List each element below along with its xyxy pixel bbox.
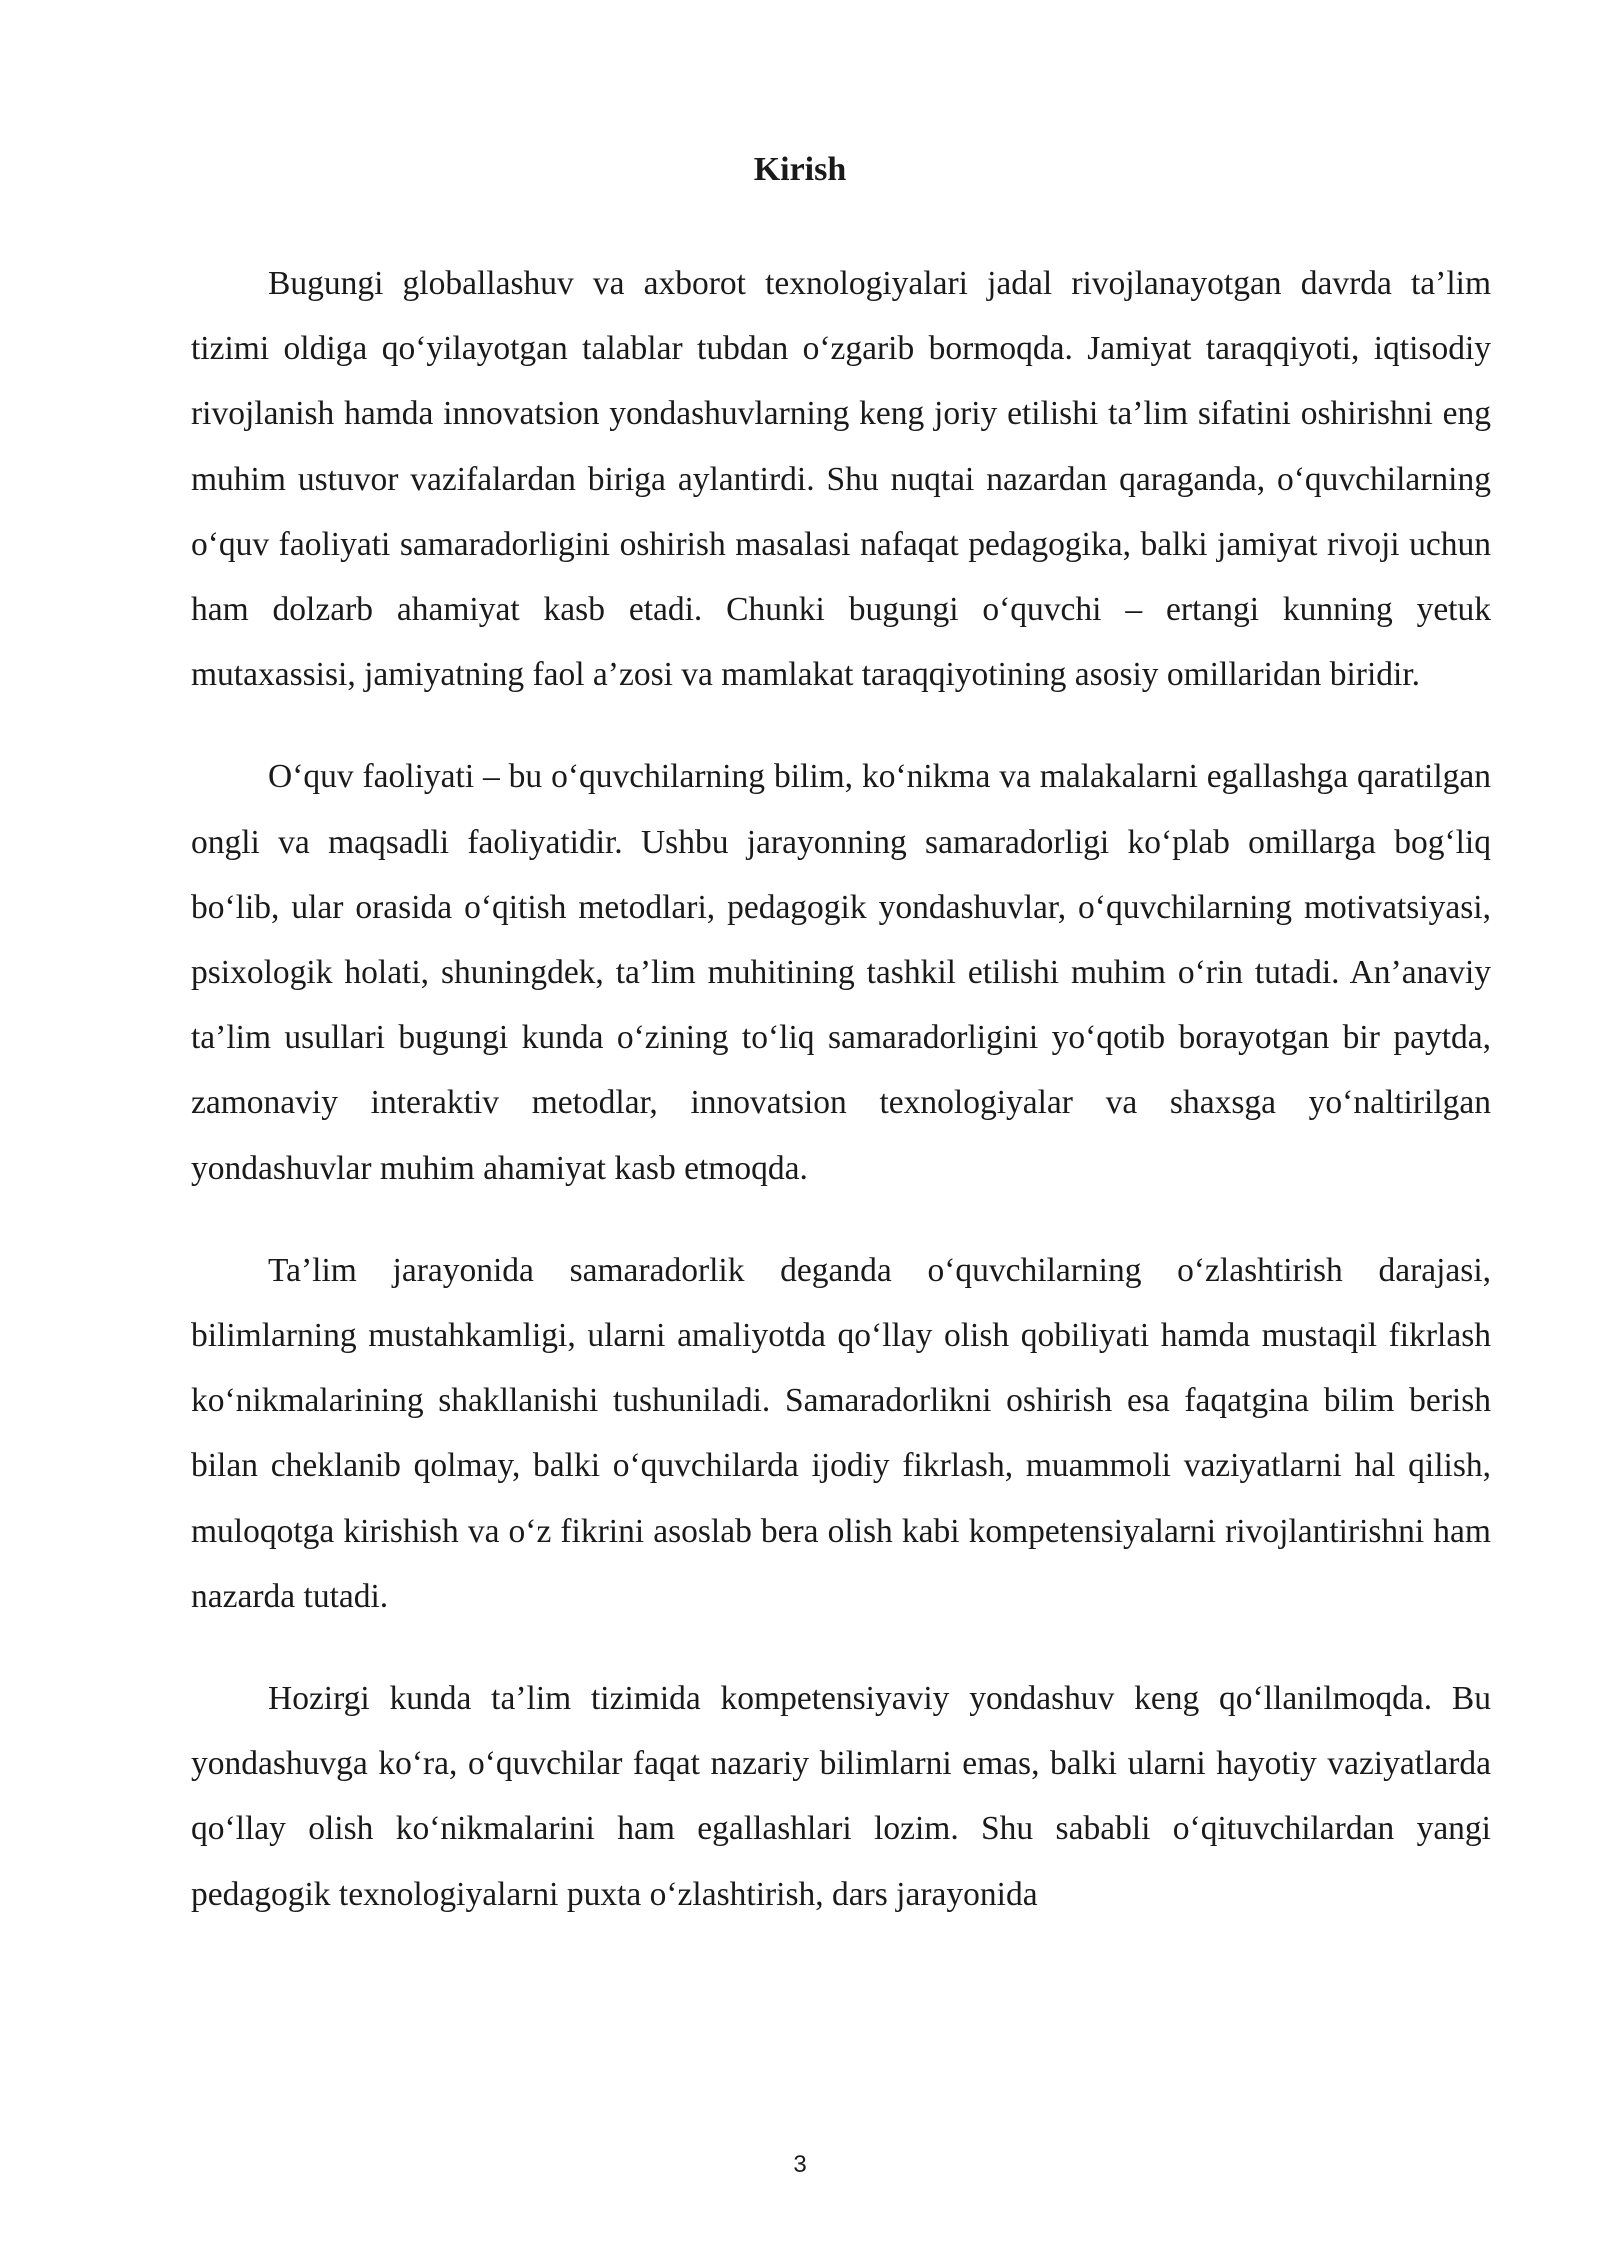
section-title: Kirish bbox=[753, 151, 847, 188]
paragraph-4: Hozirgi kunda ta’lim tizimida kompetensiyaviy yondashuv keng qo‘llanilmoqda. Bu yondashuvga ko‘ra, o‘quvchilar faqat nazariy bilimlarni emas, balki ularni hayotiy vaziyatlarda qo‘llay olish ko‘nikmalarini ham egallashlari lozim. Shu sababli o‘qituvchilardan yangi pedagogik texnologiyalarni puxta o‘zlashtirish, dars jarayonida bbox=[191, 1680, 1491, 1913]
paragraph-1: Bugungi globallashuv va axborot texnologiyalari jadal rivojlanayotgan davrda ta’lim tizimi oldiga qo‘yilayotgan talablar tubdan o‘zgarib bormoqda. Jamiyat taraqqiyoti, iqtisodiy rivojlanish hamda innovatsion yondashuvlarning keng joriy etilishi ta’lim sifatini oshirishni eng muhim ustuvor vazifalardan biriga aylantirdi. Shu nuqtai nazardan qaraganda, o‘quvchilarning o‘quv faoliyati samaradorligini oshirish masalasi nafaqat pedagogika, balki jamiyat rivoji uchun ham dolzarb ahamiyat kasb etadi. Chunki bugungi o‘quvchi – ertangi kunning yetuk mutaxassisi, jamiyatning faol a’zosi va mamlakat taraqqiyotining asosiy omillaridan biridir. bbox=[191, 265, 1491, 694]
paragraph-2: O‘quv faoliyati – bu o‘quvchilarning bilim, ko‘nikma va malakalarni egallashga qaratilgan ongli va maqsadli faoliyatidir. Ushbu jarayonning samaradorligi ko‘plab omillarga bog‘liq bo‘lib, ular orasida o‘qitish metodlari, pedagogik yondashuvlar, o‘quvchilarning motivatsiyasi, psixologik holati, shuningdek, ta’lim muhitining tashkil etilishi muhim o‘rin tutadi. An’anaviy ta’lim usullari bugungi kunda o‘zining to‘liq samaradorligini yo‘qotib borayotgan bir paytda, zamonaviy interaktiv metodlar, innovatsion texnologiyalar va shaxsga yo‘naltirilgan yondashuvlar muhim ahamiyat kasb etmoqda. bbox=[191, 758, 1491, 1187]
page-number: 3 bbox=[793, 2151, 807, 2178]
paragraph-3: Ta’lim jarayonida samaradorlik deganda o‘quvchilarning o‘zlashtirish darajasi, bilimlarning mustahkamligi, ularni amaliyotda qo‘llay olish qobiliyati hamda mustaqil fikrlash ko‘nikmalarining shakllanishi tushuniladi. Samaradorlikni oshirish esa faqatgina bilim berish bilan cheklanib qolmay, balki o‘quvchilarda ijodiy fikrlash, muammoli vaziyatlarni hal qilish, muloqotga kirishish va o‘z fikrini asoslab bera olish kabi kompetensiyalarni rivojlantirishni ham nazarda tutadi. bbox=[191, 1251, 1491, 1615]
body-text bbox=[191, 251, 1491, 1964]
